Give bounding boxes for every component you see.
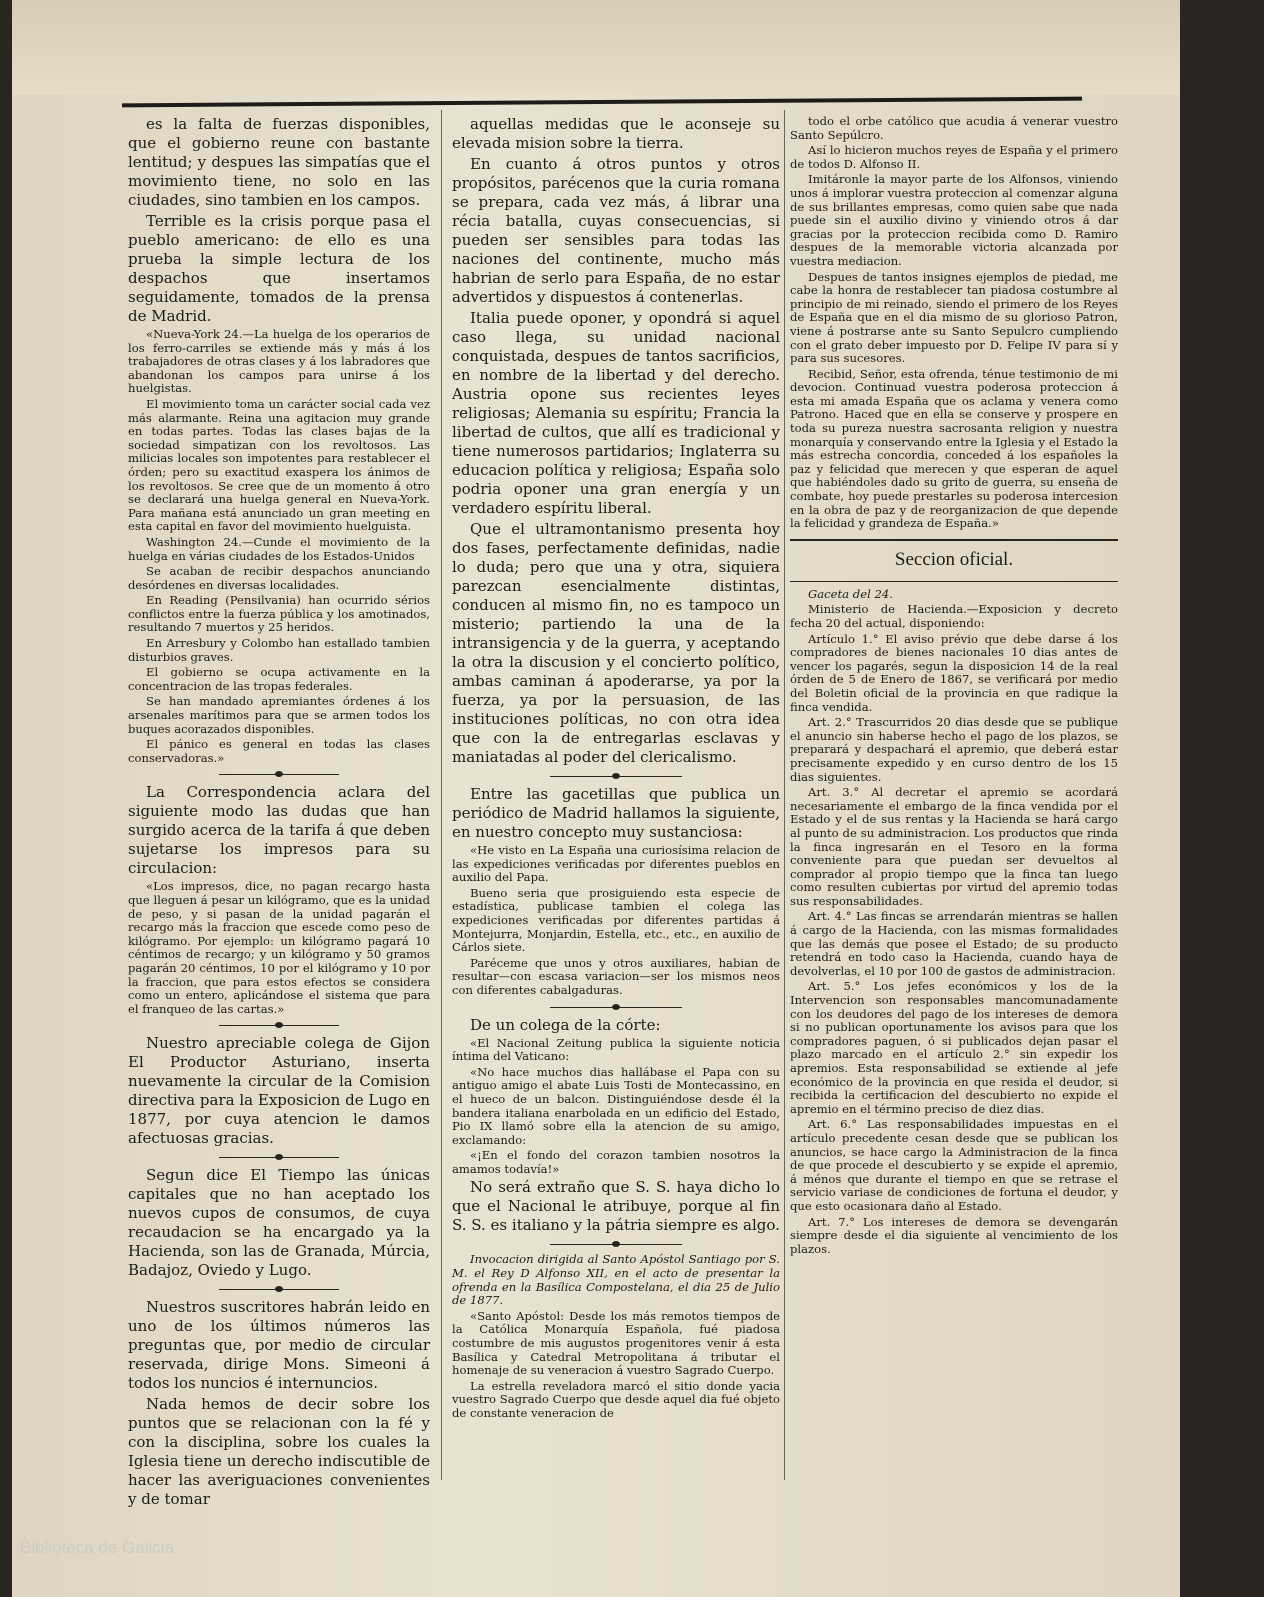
column-1 [128, 115, 430, 1511]
decree-article: Art. 3.° Al decretar el apremio se acordará necesariamente el embargo de la finca vendida por el Estado y el de sus rentas y la Hacienda se hará cargo al punto de su administracion. Los productos que rinda la finca ingresarán en el Tesoro en la forma conveniente para que puedan ser devueltos al comprador al propio tiempo que la finca tan luego como resulten cubiertas por virtud del apremio todas sus responsabilidades. [790, 785, 1118, 908]
quote: Bueno seria que prosiguiendo esta especie de estadística, publicase tambien el colega las expediciones verificadas por diferentes partidas á Montejurra, Monjardin, Estella, etc., etc., en auxilio de Cárlos siete. [452, 885, 780, 955]
news-dispatch: En Reading (Pensilvania) han ocurrido sérios conflictos entre la fuerza pública y los amotinados, resultando 7 muertos y 25 heridos. [128, 593, 430, 635]
paragraph: Nada hemos de decir sobre los puntos que se relacionan con la fé y con la disciplina, sobre los cuales la Iglesia tiene un derecho indiscutible de hacer las averiguaciones convenientes y de tomar [128, 1395, 430, 1509]
page-top-margin [12, 0, 1180, 95]
quote: Despues de tantos insignes ejemplos de piedad, me cabe la honra de restablecer tan piadosa costumbre al principio de mi reinado, siendo el primero de los Reyes de España que en el dia mismo de su glorioso Patron, viene á postrarse ante su Santo Sepulcro cumpliendo con el grato deber impuesto por D. Felipe IV para sí y para sus sucesores. [790, 269, 1118, 366]
news-dispatch: Se acaban de recibir despachos anunciando desórdenes en diversas localidades. [128, 564, 430, 592]
ornament-separator [452, 1002, 780, 1012]
ornament-separator [128, 1152, 430, 1162]
paragraph: Nuestros suscritores habrán leido en uno de los últimos números las preguntas que, por medio de circular reservada, dirige Mons. Simeoni á todos los nuncios é internuncios. [128, 1298, 430, 1393]
news-dispatch: «Nueva-York 24.—La huelga de los operarios de los ferro-carriles se extiende más y más á los trabajadores de otras clases y á los labradores que abandonan los campos para unirse á los huelgistas. [128, 327, 430, 396]
decree-article: Art. 4.° Las fincas se arrendarán mientras se hallen á cargo de la Hacienda, con las mismas formalidades que las demás que posee el Estado; de su producto retendrá en todo caso la Hacienda, cuando haya de devolverlas, el 10 por 100 de gastos de administracion. [790, 909, 1118, 978]
paragraph: En cuanto á otros puntos y otros propósitos, parécenos que la curia romana se prepara, cada vez más, á librar una récia batalla, cuyas consecuencias, si pueden ser sensibles para todas las naciones del continente, mucho más habrian de serlo para España, de no estar advertidos y dispuestos á contenerlas. [452, 155, 780, 306]
quote: todo el orbe católico que acudia á venerar vuestro Santo Sepúlcro. [790, 114, 1118, 142]
paragraph: Segun dice El Tiempo las únicas capitales que no han aceptado los nuevos cupos de consumos, de cuya recaudacion se ha encargado ya la Hacienda, son las de Granada, Múrcia, Badajoz, Oviedo y Lugo. [128, 1166, 430, 1280]
news-dispatch: El gobierno se ocupa activamente en la concentracion de las tropas federales. [128, 665, 430, 693]
quote: «Los impresos, dice, no pagan recargo hasta que lleguen á pesar un kilógramo, que es la unidad de peso, y si pasan de la unidad pagarán el recargo más la fraccion que escede como peso de kilógramo. Por ejemplo: un kilógramo pagará 10 céntimos de recargo; y un kilógramo y 50 gramos pagarán 20 céntimos, 10 por el kilógramo y 10 por la fraccion, que para estos efectos se considera como un entero, aplicándose el sistema que para el franqueo de las cartas.» [128, 879, 430, 1016]
paragraph: De un colega de la córte: [470, 1015, 661, 1034]
paragraph: La Correspondencia aclara del siguiente modo las dudas que han surgido acerca de la tarifa á que deben sujetarse los impresos para su circulacion: [128, 783, 430, 878]
quote: «He visto en La España una curiosísima relacion de las expediciones verificadas por diferentes pueblos en auxilio del Papa. [452, 843, 780, 885]
decree-article: Art. 2.° Trascurridos 20 dias desde que se publique el anuncio sin haberse hecho el pago de los plazos, se preparará y despachará el apremio, que deberá estar precisamente expedido y en curso dentro de los 15 dias siguientes. [790, 715, 1118, 784]
ornament-separator [128, 1020, 430, 1030]
decree-article: Art. 7.° Los intereses de demora se devengarán siempre desde el dia siguiente al vencimiento de los plazos. [790, 1214, 1118, 1256]
paragraph: es la falta de fuerzas disponibles, que el gobierno reune con bastante lentitud; y despues las simpatías que el movimiento tiene, no solo en las ciudades, sino tambien en los campos. [128, 115, 430, 209]
section-rule [790, 539, 1118, 541]
library-watermark: Biblioteca de Galicia [20, 1538, 175, 1557]
quote: «No hace muchos dias hallábase el Papa con su antiguo amigo el abate Luis Tosti de Montecassino, en el hueco de un balcon. Distinguiéndose desde él la bandera italiana enarbolada en un edificio del Estado, Pio IX llamó sobre ella la atencion de su amigo, exclamando: [452, 1064, 780, 1147]
quote: Así lo hicieron muchos reyes de España y el primero de todos D. Alfonso II. [790, 143, 1118, 171]
quote: «El Nacional Zeitung publica la siguiente noticia íntima del Vaticano: [452, 1035, 780, 1064]
quote: Paréceme que unos y otros auxiliares, habian de resultar—con escasa variacion—ser los mismos neos con diferentes cabalgaduras. [452, 955, 780, 997]
ornament-separator [128, 1284, 430, 1294]
quote: «¡En el fondo del corazon tambien nosotros la amamos todavía!» [452, 1148, 780, 1176]
quote: «Santo Apóstol: Desde los más remotos tiempos de la Católica Monarquía Española, fué piadosa costumbre de mis augustos progenitores venir á esta Basílica y Catedral Metropolitana á tributar el homenaje de su veneracion á vuestro Sagrado Cuerpo. [452, 1308, 780, 1378]
paragraph: No será extraño que S. S. haya dicho lo que el Nacional le atribuye, porque al fin S. S. es italiano y la pátria siempre es algo. [452, 1178, 780, 1235]
paragraph: aquellas medidas que le aconseje su elevada mision sobre la tierra. [452, 115, 780, 152]
column-2 [452, 115, 780, 1423]
news-dispatch: Washington 24.—Cunde el movimiento de la huelga en várias ciudades de los Estados-Unidos [128, 534, 430, 563]
news-dispatch: Se han mandado apremiantes órdenes á los arsenales marítimos para que se armen todos los buques acorazados disponibles. [128, 694, 430, 736]
paragraph: Entre las gacetillas que publica un periódico de Madrid hallamos la siguiente, en nuestro concepto muy sustanciosa: [452, 785, 780, 841]
quote: Recibid, Señor, esta ofrenda, ténue testimonio de mi devocion. Continuad vuestra poderosa proteccion á esta mi amada España que os aclama y venera como Patrono. Haced que en ella se conserve y prospere en toda su pureza nuestra sacrosanta religion y nuestra monarquía y conservando entre la Iglesia y el Estado la más estrecha concordia, conceded á los españoles la paz y felicidad que merecen y que esperan de aquel que habiéndoles dado su grito de guerra, su enseña de combate, hoy puede prestarles su poderosa intercesion en la obra de paz y de reorganizacion de que depende la felicidad y grandeza de España.» [790, 366, 1118, 531]
decree-article: Art. 5.° Los jefes económicos y los de la Intervencion son responsables mancomunadamente con los deudores del pago de los intereses de demora si no publican oportunamente los avisos para que los compradores paguen, ó si publicados dejan pasar el plazo marcado en el artículo 2.° sin expedir los apremios. Esta responsabilidad se extiende al jefe económico de la provincia en que resida el deudor, si recibida la certificacion del descubierto no expide el apremio en el término preciso de diez dias. [790, 979, 1118, 1116]
decree-article: Artículo 1.° El aviso prévio que debe darse á los compradores de bienes nacionales 10 dias antes de vencer los pagarés, segun la disposicion 14 de la real órden de 5 de Enero de 1867, se verificará por medio del Boletin oficial de la provincia en que radique la finca vendida. [790, 631, 1118, 714]
ornament-separator [452, 771, 780, 781]
ornament-separator [128, 769, 430, 779]
news-dispatch: El movimiento toma un carácter social cada vez más alarmante. Reina una agitacion muy grande en todas partes. Todas las clases bajas de la sociedad simpatizan con los revoltosos. Las milicias locales son impotentes para restablecer el órden; pero su exactitud exaspera los ánimos de los revoltosos. Se cree que de un momento á otro se declarará una huelga general en Nueva-York. Para mañana está anunciado un gran meeting en esta capital en favor del movimiento huelguista. [128, 396, 430, 534]
section-title: Seccion oficial. [894, 548, 1014, 570]
section-rule [790, 581, 1118, 582]
quote: La estrella reveladora marcó el sitio donde yacia vuestro Sagrado Cuerpo que desde aquel dia fué objeto de constante veneracion de [452, 1378, 780, 1420]
quote: Imitáronle la mayor parte de los Alfonsos, viniendo unos á implorar vuestra proteccion al comenzar alguna de sus brillantes empresas, como quien sabe que nada puede sin el auxilio divino y viniendo otros á dar gracias por la proteccion recibida como D. Ramiro despues de la memorable victoria alcanzada por vuestra mediacion. [790, 172, 1118, 268]
column-3 [790, 115, 1118, 1258]
news-dispatch: El pánico es general en todas las clases conservadoras.» [128, 737, 430, 765]
paragraph: Italia puede oponer, y opondrá si aquel caso llega, su unidad nacional conquistada, despues de tantos sacrificios, en nombre de la libertad y del derecho. Austria opone sus recientes leyes religiosas; Alemania su espíritu; Francia la libertad de cultos, que allí es tradicional y tiene numerosos partidarios; Inglaterra su educacion política y religiosa; España solo podria oponer una gran energía y un verdadero espíritu liberal. [452, 309, 780, 517]
news-dispatch: En Arresbury y Colombo han estallado tambien disturbios graves. [128, 636, 430, 664]
column-divider [784, 110, 785, 1480]
ornament-separator [452, 1239, 780, 1249]
paragraph: Nuestro apreciable colega de Gijon El Productor Asturiano, inserta nuevamente la circular de la Comision directiva para la Exposicion de Lugo en 1877, por cuya atencion le damos afectuosas gracias. [128, 1034, 430, 1148]
column-divider [441, 110, 442, 1480]
paragraph: Terrible es la crisis porque pasa el pueblo americano: de ello es una prueba la simple lectura de los despachos que insertamos seguidamente, tomados de la prensa de Madrid. [128, 212, 430, 325]
gazette-date: Gaceta del 24. [808, 586, 893, 601]
decree-intro: Ministerio de Hacienda.—Exposicion y decreto fecha 20 del actual, disponiendo: [790, 602, 1118, 630]
paragraph: Que el ultramontanismo presenta hoy dos fases, perfectamente definidas, nadie lo duda; pero que una y otra, siquiera parezcan esencialmente distintas, conducen al mismo fin, no es tampoco un misterio; partiendo la una de la intransigencia y de la guerra, y aceptando la otra la discusion y el concierto político, ambas caminan á apoderarse, ya por la fuerza, ya por la persuasion, de las instituciones políticas, no con otra idea que con la de entregarlas esclavas y maniatadas al poder del clericalismo. [452, 520, 780, 766]
article-heading: Invocacion dirigida al Santo Apóstol Santiago por S. M. el Rey D Alfonso XII, en el acto de presentar la ofrenda en la Basílica Compostelana, el dia 25 de Julio de 1877. [452, 1252, 780, 1308]
decree-article: Art. 6.° Las responsabilidades impuestas en el artículo precedente cesan desde que se publican los anuncios, se hace cargo la Administracion de la finca de que procede el descubierto y se expide el apremio, á ménos que durante el tiempo en que se retrase el servicio variase de condiciones de fortuna el deudor, y que esto ocasionara daño al Estado. [790, 1117, 1118, 1213]
